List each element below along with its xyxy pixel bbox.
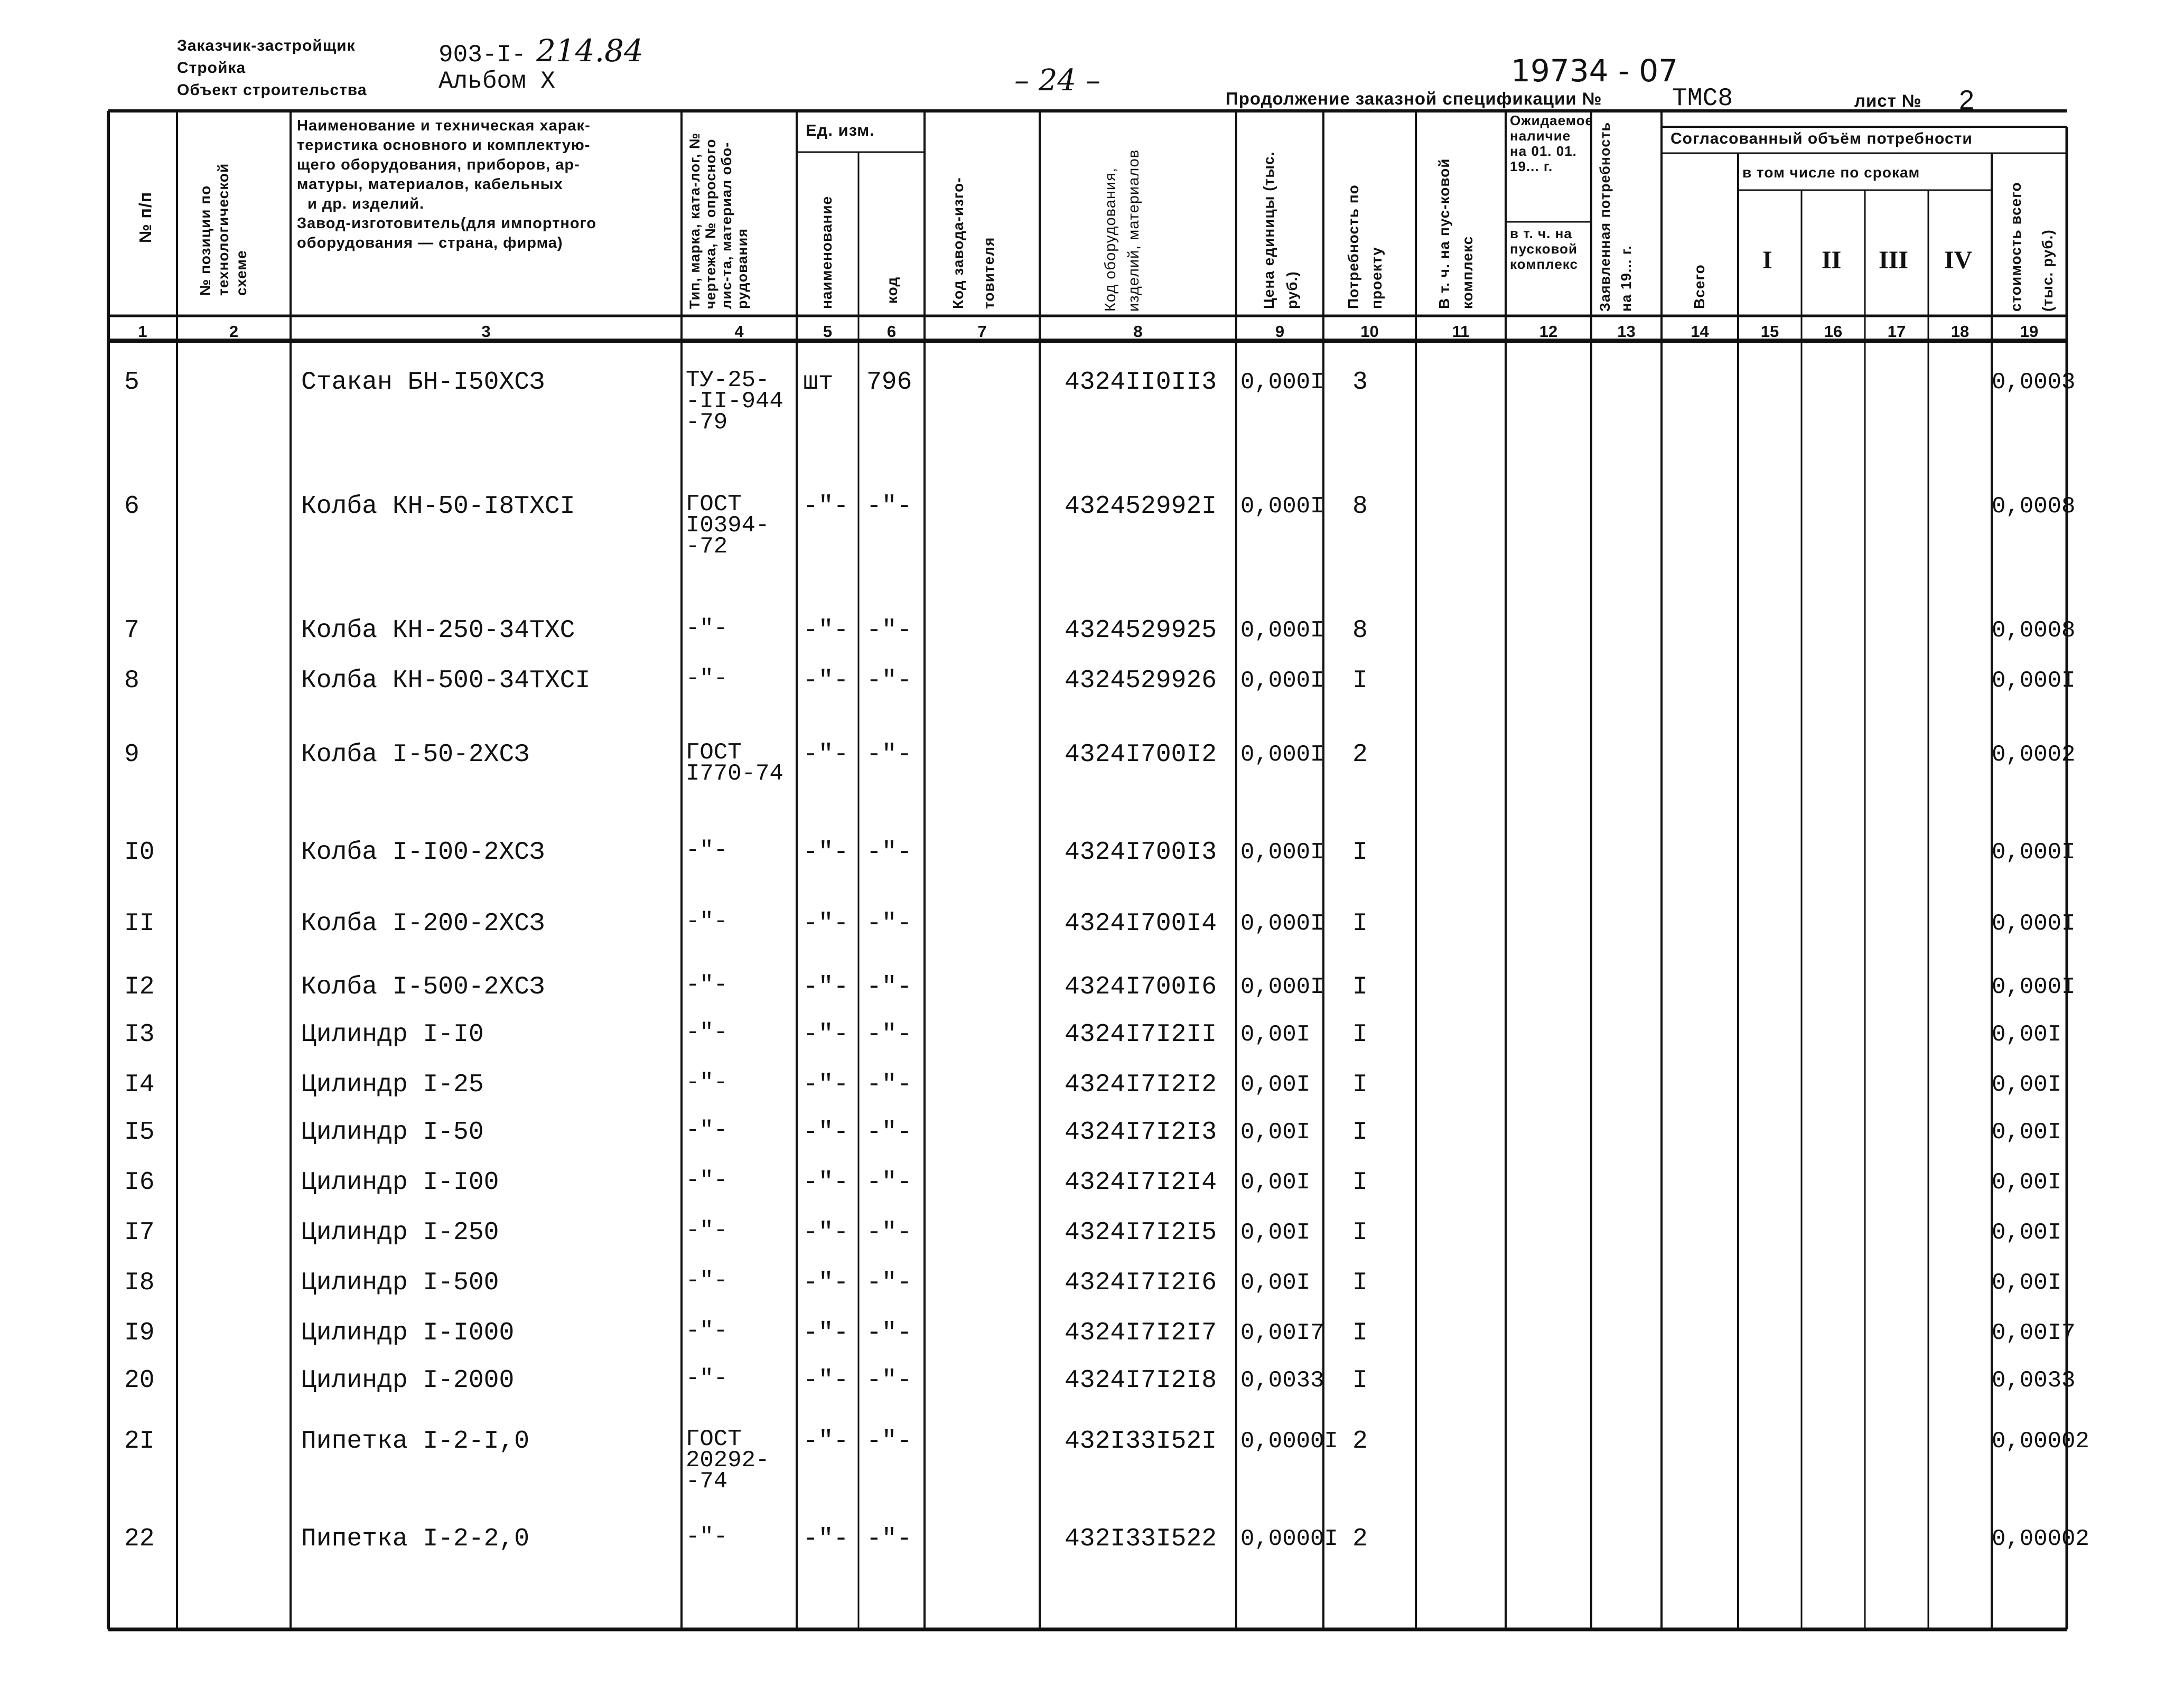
cell-unit: -"- bbox=[803, 973, 849, 1001]
cell-qty: 3 bbox=[1352, 368, 1368, 397]
cell-cost: 0,000I bbox=[1992, 839, 2076, 866]
cell-qty: 2 bbox=[1352, 1427, 1368, 1456]
cell-type: -"- bbox=[686, 1217, 728, 1244]
col-number: 18 bbox=[1950, 322, 1970, 341]
col10-header: Потребность по проекту bbox=[1345, 184, 1385, 309]
col-number: 14 bbox=[1691, 322, 1709, 341]
cell-item: 4324529926 bbox=[1065, 667, 1217, 695]
cell-unit: -"- bbox=[803, 1366, 849, 1395]
cell-item: 4324I7I2I8 bbox=[1065, 1366, 1217, 1395]
cell-qty: I bbox=[1352, 1118, 1368, 1147]
site-label: Стройка bbox=[177, 59, 246, 77]
album-label: Альбом X bbox=[438, 68, 555, 95]
cell-qty: I bbox=[1352, 910, 1368, 938]
cell-item: 4324I7I2I6 bbox=[1065, 1269, 1217, 1297]
cell-code: -"- bbox=[866, 1427, 912, 1456]
cell-code: -"- bbox=[866, 1071, 912, 1099]
cell-code: -"- bbox=[866, 910, 912, 938]
terms-group-header: в том числе по срокам bbox=[1742, 164, 1920, 181]
cell-unit: -"- bbox=[803, 1269, 849, 1297]
cell-n: I4 bbox=[124, 1071, 155, 1099]
cell-n: 8 bbox=[124, 667, 139, 695]
cell-name: Колба I-I00-2ХСЗ bbox=[301, 838, 545, 867]
register-number: 19734 - 07 bbox=[1511, 53, 1678, 89]
cell-type: -"- bbox=[686, 1070, 728, 1096]
cell-code: -"- bbox=[866, 492, 912, 521]
cell-type: ТУ-25- -II-944 -79 bbox=[686, 367, 783, 436]
cell-type: ГОСТ 20292- -74 bbox=[686, 1426, 770, 1495]
cell-n: 6 bbox=[124, 492, 139, 521]
cell-qty: I bbox=[1352, 1071, 1368, 1099]
cell-name: Стакан БН-I50ХСЗ bbox=[301, 368, 545, 397]
cell-cost: 0,0008 bbox=[1992, 493, 2076, 520]
cell-cost: 0,00I bbox=[1992, 1270, 2062, 1296]
cell-n: II bbox=[124, 910, 155, 938]
cell-qty: I bbox=[1352, 1269, 1368, 1297]
cell-code: -"- bbox=[866, 740, 912, 769]
cell-item: 4324I7I2I7 bbox=[1065, 1319, 1217, 1347]
cell-item: 4324I700I2 bbox=[1065, 740, 1217, 769]
cell-n: I8 bbox=[124, 1269, 155, 1297]
cell-item: 4324I700I3 bbox=[1065, 838, 1217, 867]
cell-qty: I bbox=[1352, 1218, 1368, 1247]
cell-unit: -"- bbox=[803, 1525, 849, 1553]
cell-n: 20 bbox=[124, 1366, 155, 1395]
cell-price: 0,00I bbox=[1240, 1072, 1311, 1098]
doc-number-typed: 903-I- bbox=[438, 41, 526, 69]
col8-header: Код оборудования, изделий, материалов bbox=[1102, 149, 1142, 312]
cell-n: I3 bbox=[124, 1020, 155, 1049]
cell-name: Цилиндр I-I0 bbox=[301, 1020, 484, 1049]
col5-header: наименование bbox=[818, 195, 835, 309]
cell-qty: I bbox=[1352, 1319, 1368, 1347]
cell-price: 0,00I bbox=[1240, 1220, 1311, 1246]
col18-header: IV bbox=[1944, 246, 1973, 274]
col-number: 12 bbox=[1539, 322, 1558, 341]
cell-price: 0,00I bbox=[1240, 1270, 1311, 1296]
col1-header: № п/п bbox=[136, 191, 155, 243]
cell-name: Колба I-200-2ХСЗ bbox=[301, 910, 545, 938]
cell-name: Колба КН-50-I8ТХСI bbox=[301, 492, 575, 521]
cell-unit: шт bbox=[803, 368, 834, 397]
cell-item: 432452992I bbox=[1065, 492, 1217, 521]
cell-qty: 8 bbox=[1352, 616, 1368, 645]
col-number: 17 bbox=[1887, 322, 1906, 341]
cell-code: -"- bbox=[866, 667, 912, 695]
cell-item: 4324I7I2I2 bbox=[1065, 1071, 1217, 1099]
cell-unit: -"- bbox=[803, 1071, 849, 1099]
col14-header: Всего bbox=[1691, 264, 1707, 309]
cell-item: 4324I700I6 bbox=[1065, 973, 1217, 1001]
cell-code: -"- bbox=[866, 1218, 912, 1247]
cell-unit: -"- bbox=[803, 910, 849, 938]
cell-name: Колба I-50-2ХСЗ bbox=[301, 740, 530, 769]
cell-type: -"- bbox=[686, 1117, 728, 1143]
cell-n: I9 bbox=[124, 1319, 155, 1347]
col-number: 13 bbox=[1617, 322, 1636, 341]
cell-name: Колба КН-250-34ТХС bbox=[301, 616, 575, 645]
cell-qty: I bbox=[1352, 1168, 1368, 1197]
cell-type: -"- bbox=[686, 972, 728, 998]
cell-code: -"- bbox=[866, 1118, 912, 1147]
cell-item: 4324II0II3 bbox=[1065, 368, 1217, 397]
cell-item: 4324I700I4 bbox=[1065, 910, 1217, 938]
cell-cost: 0,0002 bbox=[1992, 742, 2076, 768]
cell-cost: 0,00I bbox=[1992, 1072, 2062, 1098]
cell-cost: 0,00I bbox=[1992, 1119, 2062, 1146]
cell-item: 4324I7I2I3 bbox=[1065, 1118, 1217, 1147]
col17-header: III bbox=[1879, 246, 1909, 274]
cell-cost: 0,00I bbox=[1992, 1169, 2062, 1196]
cell-unit: -"- bbox=[803, 1427, 849, 1456]
cell-cost: 0,00002 bbox=[1992, 1526, 2089, 1552]
cell-n: I0 bbox=[124, 838, 155, 867]
cell-item: 4324I7I2II bbox=[1065, 1020, 1217, 1049]
col11-header: В т. ч. на пус-ковой комплекс bbox=[1436, 158, 1476, 309]
continuation-label: Продолжение заказной спецификации № bbox=[1226, 89, 1602, 108]
cell-qty: I bbox=[1352, 667, 1368, 695]
col-number: 1 bbox=[138, 322, 147, 341]
cell-type: -"- bbox=[686, 908, 728, 935]
col12-bottom-header: в т. ч. на пусковой комплекс bbox=[1510, 226, 1578, 272]
cell-code: -"- bbox=[866, 973, 912, 1001]
col-number: 5 bbox=[823, 322, 833, 341]
cell-n: 7 bbox=[124, 616, 139, 645]
cell-name: Цилиндр I-2000 bbox=[301, 1366, 515, 1395]
sheet-label: лист № bbox=[1854, 91, 1922, 110]
cell-name: Пипетка I-2-I,0 bbox=[301, 1427, 530, 1456]
col-number: 3 bbox=[481, 322, 491, 341]
col-number: 9 bbox=[1275, 322, 1285, 341]
cell-price: 0,00I7 bbox=[1240, 1320, 1324, 1346]
cell-price: 0,000I bbox=[1240, 742, 1324, 768]
cell-cost: 0,000I bbox=[1992, 668, 2076, 694]
cell-cost: 0,00I bbox=[1992, 1220, 2062, 1246]
cell-n: I6 bbox=[124, 1168, 155, 1197]
cell-n: I2 bbox=[124, 973, 155, 1001]
cell-type: ГОСТ I0394- -72 bbox=[686, 491, 770, 560]
col-number: 4 bbox=[734, 322, 744, 341]
cell-cost: 0,0003 bbox=[1992, 369, 2076, 396]
cell-type: -"- bbox=[686, 615, 728, 642]
cell-n: I5 bbox=[124, 1118, 155, 1147]
cell-item: 4324I7I2I4 bbox=[1065, 1168, 1217, 1197]
cell-qty: I bbox=[1352, 973, 1368, 1001]
cell-name: Колба I-500-2ХСЗ bbox=[301, 973, 545, 1001]
cell-price: 0,00I bbox=[1240, 1021, 1311, 1048]
cell-unit: -"- bbox=[803, 1020, 849, 1049]
cell-type: -"- bbox=[686, 1365, 728, 1392]
cell-code: -"- bbox=[866, 1269, 912, 1297]
cell-unit: -"- bbox=[803, 740, 849, 769]
cell-code: -"- bbox=[866, 838, 912, 867]
col-number: 7 bbox=[977, 322, 987, 341]
col19-header: стоимость всего (тыс. руб.) bbox=[2008, 182, 2056, 312]
cell-item: 432I33I52I bbox=[1065, 1427, 1217, 1456]
cell-name: Колба КН-500-34ТХСI bbox=[301, 667, 591, 695]
cell-n: 5 bbox=[124, 368, 139, 397]
cell-name: Цилиндр I-I000 bbox=[301, 1319, 515, 1347]
cell-qty: I bbox=[1352, 1020, 1368, 1049]
cell-unit: -"- bbox=[803, 1319, 849, 1347]
cell-name: Цилиндр I-50 bbox=[301, 1118, 484, 1147]
col2-header: № позиции по технологической схеме bbox=[197, 163, 249, 296]
cell-name: Цилиндр I-250 bbox=[301, 1218, 499, 1247]
col13-header: Заявленная потребность на 19... г. bbox=[1597, 121, 1634, 312]
cell-code: -"- bbox=[866, 1366, 912, 1395]
cell-price: 0,000I bbox=[1240, 493, 1324, 520]
col7-header: Код завода-изго-товителя bbox=[950, 177, 997, 309]
col-number: 6 bbox=[886, 322, 897, 341]
cell-type: -"- bbox=[686, 1268, 728, 1294]
cell-cost: 0,000I bbox=[1992, 911, 2076, 937]
cell-code: 796 bbox=[866, 368, 912, 397]
col-number: 15 bbox=[1760, 322, 1779, 341]
cell-qty: I bbox=[1352, 838, 1368, 867]
col9-header: Цена единицы (тыс. руб.) bbox=[1261, 151, 1300, 309]
cell-n: 22 bbox=[124, 1525, 155, 1553]
cell-price: 0,0000I bbox=[1240, 1526, 1338, 1552]
col6-header: код bbox=[884, 276, 900, 304]
unit-group-header: Ед. изм. bbox=[806, 121, 875, 139]
cell-unit: -"- bbox=[803, 616, 849, 645]
cell-price: 0,000I bbox=[1240, 839, 1324, 866]
cell-unit: -"- bbox=[803, 667, 849, 695]
sheet-number: 2 bbox=[1959, 85, 1974, 116]
col15-header: I bbox=[1762, 246, 1772, 274]
cell-price: 0,00I bbox=[1240, 1169, 1311, 1196]
cell-qty: 2 bbox=[1352, 1525, 1368, 1553]
cell-price: 0,000I bbox=[1240, 617, 1324, 644]
cell-type: -"- bbox=[686, 665, 728, 692]
cell-unit: -"- bbox=[803, 1168, 849, 1197]
col-number: 8 bbox=[1133, 322, 1143, 341]
col16-header: II bbox=[1822, 246, 1842, 274]
col4-header: Тип, марка, ката-лог, № чертежа, № опросного лис-та, материал обо-рудования bbox=[687, 132, 750, 309]
cell-price: 0,00I bbox=[1240, 1119, 1311, 1146]
cell-unit: -"- bbox=[803, 1218, 849, 1247]
cell-price: 0,000I bbox=[1240, 369, 1324, 396]
cell-cost: 0,000I bbox=[1992, 974, 2076, 1000]
cell-unit: -"- bbox=[803, 1118, 849, 1147]
cell-cost: 0,00I bbox=[1992, 1021, 2062, 1048]
cell-name: Цилиндр I-25 bbox=[301, 1071, 484, 1099]
doc-number-handwritten: 214.84 bbox=[536, 33, 643, 69]
cell-cost: 0,00I7 bbox=[1992, 1320, 2076, 1346]
cell-unit: -"- bbox=[803, 838, 849, 867]
col-number: 16 bbox=[1824, 322, 1843, 341]
cell-name: Пипетка I-2-2,0 bbox=[301, 1525, 530, 1553]
customer-label: Заказчик-застройщик bbox=[177, 37, 356, 54]
cell-code: -"- bbox=[866, 1319, 912, 1347]
col-number: 10 bbox=[1360, 322, 1379, 341]
cell-code: -"- bbox=[866, 1020, 912, 1049]
col-number: 2 bbox=[229, 322, 239, 341]
col3-header: Наименование и техническая харак- теристика основного и комплектую- щего оборудования, приборов, ар- матуры, материалов, кабельных и др. изделий. Завод-изготовитель(для импортного оборудования — страна, фирма) bbox=[297, 117, 596, 251]
cell-type: ГОСТ I770-74 bbox=[686, 739, 783, 787]
agreed-group-header: Согласованный объём потребности bbox=[1670, 130, 1973, 147]
cell-price: 0,0033 bbox=[1240, 1367, 1324, 1394]
cell-type: -"- bbox=[686, 1019, 728, 1046]
cell-n: I7 bbox=[124, 1218, 155, 1247]
object-label: Объект строительства bbox=[177, 81, 367, 99]
cell-name: Цилиндр I-500 bbox=[301, 1269, 499, 1297]
cell-qty: 2 bbox=[1352, 740, 1368, 769]
cell-item: 4324I7I2I5 bbox=[1065, 1218, 1217, 1247]
cell-price: 0,0000I bbox=[1240, 1428, 1338, 1455]
cell-type: -"- bbox=[686, 1524, 728, 1550]
cell-type: -"- bbox=[686, 1167, 728, 1194]
col-number: 11 bbox=[1452, 322, 1470, 341]
cell-item: 432I33I522 bbox=[1065, 1525, 1217, 1553]
cell-price: 0,000I bbox=[1240, 911, 1324, 937]
cell-n: 2I bbox=[124, 1427, 155, 1456]
cell-cost: 0,0033 bbox=[1992, 1367, 2076, 1394]
cell-code: -"- bbox=[866, 1168, 912, 1197]
cell-type: -"- bbox=[686, 1318, 728, 1344]
cell-cost: 0,00002 bbox=[1992, 1428, 2089, 1455]
cell-code: -"- bbox=[866, 1525, 912, 1553]
cell-n: 9 bbox=[124, 740, 139, 769]
cell-price: 0,000I bbox=[1240, 668, 1324, 694]
cell-item: 4324529925 bbox=[1065, 616, 1217, 645]
cell-cost: 0,0008 bbox=[1992, 617, 2076, 644]
cell-qty: I bbox=[1352, 1366, 1368, 1395]
col12-top-header: Ожидаемое наличие на 01. 01. 19... г. bbox=[1510, 112, 1593, 174]
cell-qty: 8 bbox=[1352, 492, 1368, 521]
col-number: 19 bbox=[2020, 322, 2039, 341]
cell-code: -"- bbox=[866, 616, 912, 645]
cell-name: Цилиндр I-I00 bbox=[301, 1168, 499, 1197]
cell-type: -"- bbox=[686, 837, 728, 864]
spec-code: ТМС8 bbox=[1672, 85, 1733, 113]
page-number: – 24 – bbox=[1014, 63, 1100, 98]
cell-price: 0,000I bbox=[1240, 974, 1324, 1000]
cell-unit: -"- bbox=[803, 492, 849, 521]
